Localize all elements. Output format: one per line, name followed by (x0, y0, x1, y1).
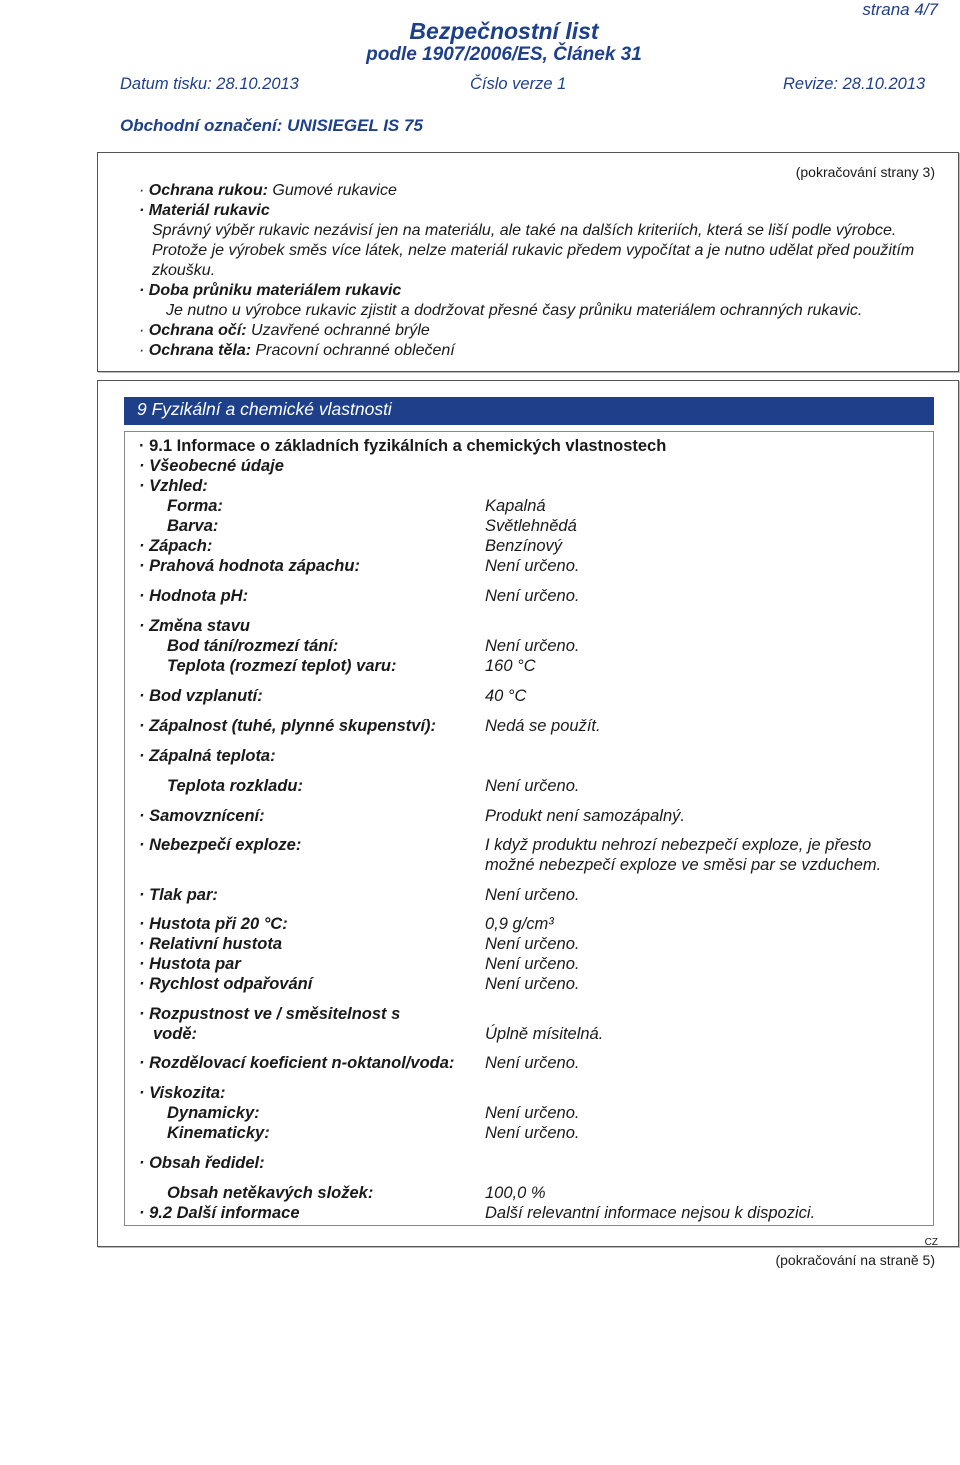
evaporation-rate: · Rychlost odpařování (139, 975, 313, 993)
voc-label: Obsah netěkavých složek: (167, 1184, 374, 1202)
body-protection: · Ochrana těla: Pracovní ochranné oblečení (139, 342, 455, 359)
relative-density-value: Není určeno. (485, 935, 580, 953)
document-title: Bezpečnostní list (409, 18, 599, 44)
hands-label: Ochrana rukou: (148, 182, 268, 199)
ph-value: Není určeno. (485, 587, 580, 605)
dynamic-value: Není určeno. (485, 1104, 580, 1122)
print-date: Datum tisku: 28.10.2013 (120, 75, 299, 93)
continuation-to: (pokračování na straně 5) (775, 1252, 935, 1268)
glove-material-heading: · Materiál rukavic (139, 202, 270, 219)
relative-density: · Relativní hustota (139, 935, 283, 953)
partition-coefficient: · Rozdělovací koeficient n-oktanol/voda: (139, 1054, 455, 1072)
density: · Hustota při 20 °C: (139, 915, 288, 933)
color-label: Barva: (167, 517, 219, 535)
vapor-pressure-value: Není určeno. (485, 886, 580, 904)
section-9-title: 9 Fyzikální a chemické vlastnosti (137, 399, 392, 419)
odor: · Zápach: (139, 537, 213, 555)
solubility-value: Úplně mísitelná. (485, 1025, 604, 1043)
density-value: 0,9 g/cm³ (485, 915, 554, 933)
solubility: · Rozpustnost ve / směsitelnost s (139, 1005, 401, 1023)
other-information-value: Další relevantní informace nejsou k dispozici. (485, 1204, 816, 1222)
melting-label: Bod tání/rozmezí tání: (167, 637, 339, 655)
country-code: CZ (924, 1237, 938, 1248)
explosion-value-line1: I když produktu nehrozí nebezpečí exploze, je přesto (485, 836, 872, 854)
sub-9-1: · 9.1 Informace o základních fyzikálních a chemických vlastnostech (139, 437, 667, 455)
form-value: Kapalná (485, 497, 546, 515)
document-subtitle: podle 1907/2006/ES, Článek 31 (366, 44, 642, 65)
vapor-density: · Hustota par (139, 955, 241, 973)
other-information: · 9.2 Další informace (139, 1204, 300, 1222)
flash-point: · Bod vzplanutí: (139, 687, 263, 705)
partition-value: Není určeno. (485, 1054, 580, 1072)
viscosity: · Viskozita: (139, 1084, 226, 1102)
ignition-temperature: · Zápalná teplota: (139, 747, 276, 765)
vapor-density-value: Není určeno. (485, 955, 580, 973)
self-ignition-value: Produkt není samozápalný. (485, 807, 685, 825)
version-number: Číslo verze 1 (470, 75, 567, 93)
melting-value: Není určeno. (485, 637, 580, 655)
decomp-label: Teplota rozkladu: (167, 777, 303, 795)
ph: · Hodnota pH: (139, 587, 249, 605)
explosion-value-line2: možné nebezpečí exploze ve směsi par se vzduchem. (485, 856, 882, 874)
appearance: · Vzhled: (139, 477, 208, 495)
kinematic-label: Kinematicky: (167, 1124, 270, 1142)
evaporation-value: Není určeno. (485, 975, 580, 993)
flash-value: 40 °C (485, 687, 527, 705)
kinematic-value: Není určeno. (485, 1124, 580, 1142)
continuation-from: (pokračování strany 3) (795, 164, 935, 180)
solvent-content: · Obsah ředidel: (139, 1154, 265, 1172)
solubility-label-line2: vodě: (153, 1025, 198, 1043)
odor-threshold: · Prahová hodnota zápachu: (139, 557, 360, 575)
penetration-heading: · Doba průniku materiálem rukavic (139, 282, 402, 299)
state-change: · Změna stavu (139, 617, 250, 635)
odor-threshold-value: Není určeno. (485, 557, 580, 575)
boiling-label: Teplota (rozmezí teplot) varu: (167, 657, 397, 675)
glove-material-text: Správný výběr rukavic nezávisí jen na materiálu, ale také na dalších kriteriích, která se liší podle výrobce. Protože je výrobek směs více látek, nelze materiál rukavic předem vypočítat a je nutno udělat před použitím zkoušku. (152, 222, 915, 279)
flammability-value: Nedá se použít. (485, 717, 601, 735)
explosion-hazard: · Nebezpečí exploze: (139, 836, 302, 854)
hands-protection: · Ochrana rukou: Gumové rukavice (139, 182, 397, 199)
color-value: Světlehnědá (485, 517, 577, 535)
decomp-value: Není určeno. (485, 777, 580, 795)
flammability: · Zápalnost (tuhé, plynné skupenství): (139, 717, 437, 735)
trade-name: Obchodní označení: UNISIEGEL IS 75 (120, 116, 423, 135)
penetration-text: Je nutno u výrobce rukavic zjistit a dodržovat přesné časy průniku materiálem ochranných rukavic. (166, 302, 863, 319)
voc-value: 100,0 % (485, 1184, 546, 1202)
revision-date: Revize: 28.10.2013 (783, 75, 926, 93)
eye-protection: · Ochrana očí: Uzavřené ochranné brýle (139, 322, 430, 339)
boiling-value: 160 °C (485, 657, 536, 675)
dynamic-label: Dynamicky: (167, 1104, 260, 1122)
form-label: Forma: (167, 497, 223, 515)
page-number: strana 4/7 (862, 0, 938, 19)
odor-value: Benzínový (485, 537, 563, 555)
general-info: · Všeobecné údaje (139, 457, 284, 475)
hands-value: Gumové rukavice (272, 182, 397, 199)
self-ignition: · Samovznícení: (139, 807, 265, 825)
vapor-pressure: · Tlak par: (139, 886, 218, 904)
